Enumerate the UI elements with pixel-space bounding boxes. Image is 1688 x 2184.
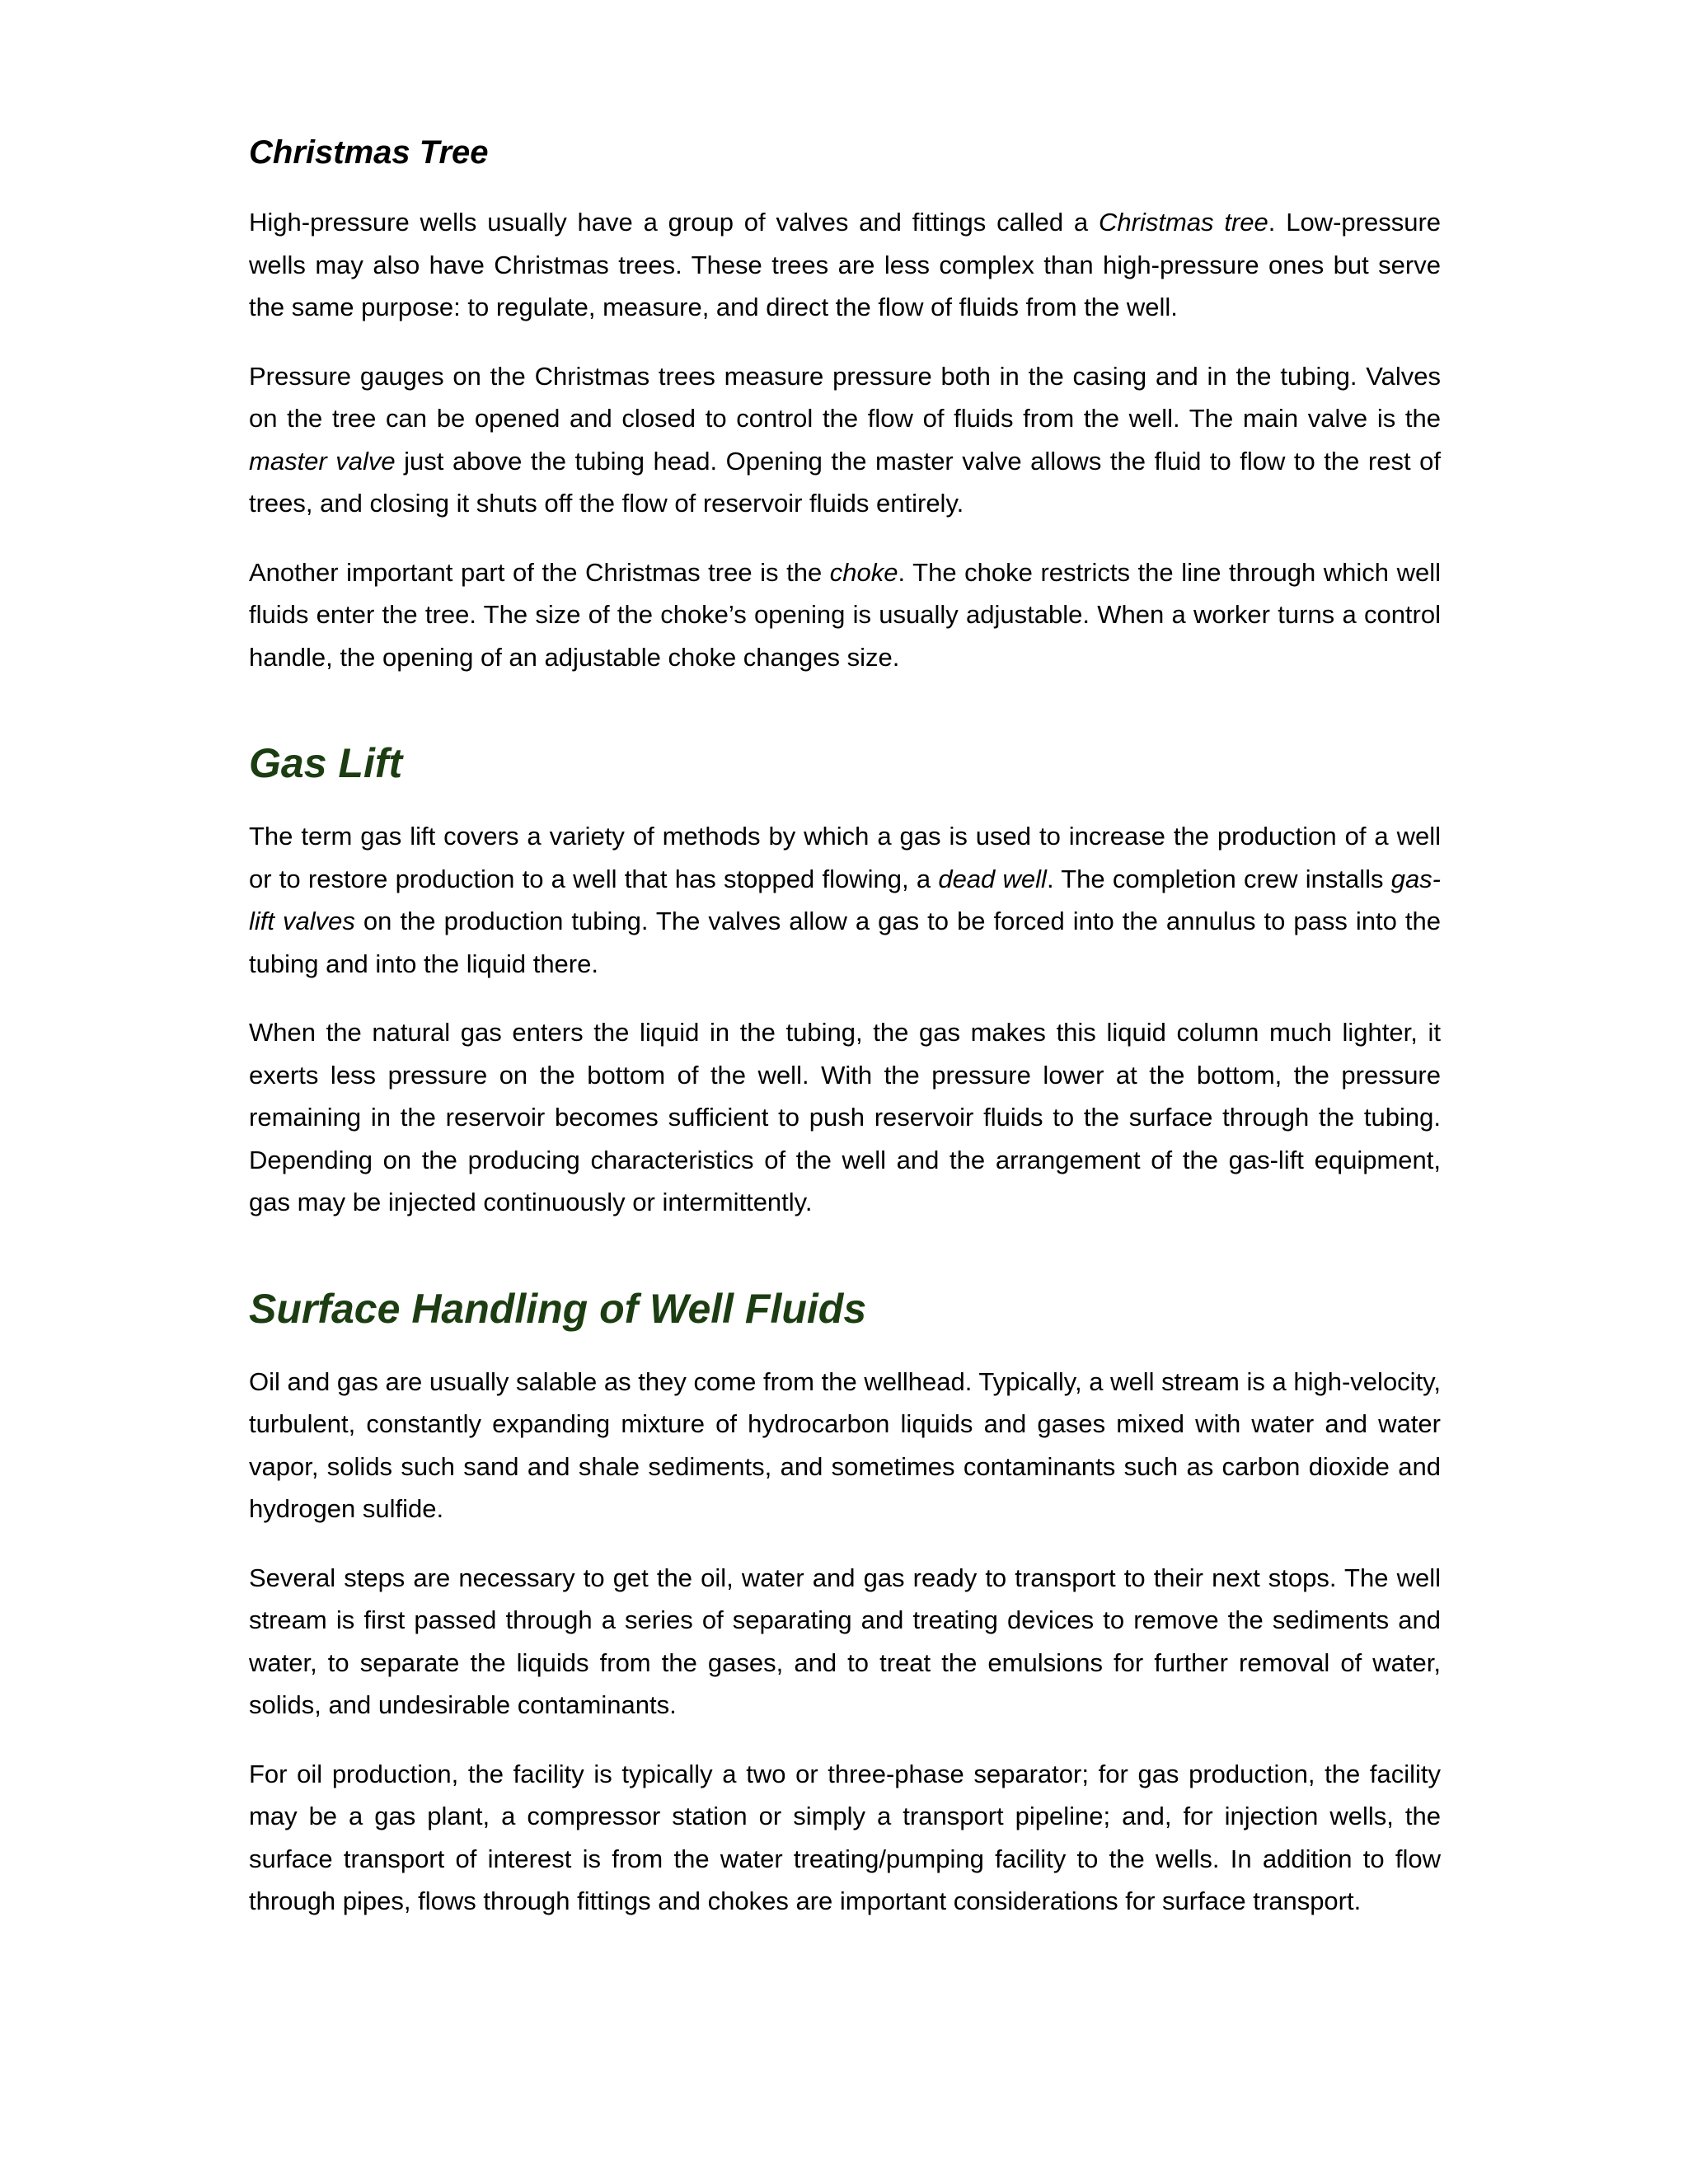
document-page <box>249 132 1441 1949</box>
section-heading-gas-lift: Gas Lift <box>249 740 403 786</box>
text-run: on the production tubing. The valves allow a gas to be forced into the annulus to pass into the tubing and into the liquid there. <box>249 907 1441 978</box>
paragraph <box>249 1361 1441 1530</box>
paragraph <box>249 1753 1441 1923</box>
paragraph <box>249 201 1441 329</box>
paragraph <box>249 815 1441 985</box>
text-run: . The choke restricts the line through which well fluids enter the tree. The size of the choke’s opening is usually adjustable. When a worker turns a control handle, the opening of an adjustable choke changes size. <box>249 557 1442 672</box>
text-run: . The completion crew installs <box>1046 864 1391 893</box>
text-run: When the natural gas enters the liquid in the tubing, the gas makes this liquid column much lighter, it exerts less pressure on the bottom of the well. With the pressure lower at the bottom, the pressure remaining in the reservoir becomes sufficient to push reservoir fluids to the surface through the tubing. Depending on the producing characteristics of the well and the arrangement of the gas-lift equipment, gas may be injected continuously or intermittently. <box>249 1018 1441 1216</box>
text-run: Oil and gas are usually salable as they come from the wellhead. Typically, a well stream is a high-velocity, turbulent, constantly expanding mixture of hydrocarbon liquids and gases mixed with water and water vapor, solids such sand and shale sediments, and sometimes contaminants such as carbon dioxide and hydrogen sulfide. <box>249 1366 1441 1523</box>
text-run: For oil production, the facility is typically a two or three-phase separator; for gas production, the facility may be a gas plant, a compressor station or simply a transport pipeline; and, for injection wells, the surface transport of interest is from the water treating/pumping facility to the wells. In addition to flow through pipes, flows through fittings and chokes are important considerations for surface transport. <box>249 1759 1441 1915</box>
emphasis-term: dead well <box>938 864 1047 893</box>
subsection-heading-christmas-tree: Christmas Tree <box>249 134 489 171</box>
text-run: just above the tubing head. Opening the master valve allows the fluid to flow to the rest of trees, and closing it shuts off the flow of reservoir fluids entirely. <box>249 446 1441 518</box>
emphasis-term: Christmas tree <box>1099 208 1268 237</box>
emphasis-term: choke <box>829 557 898 587</box>
text-run: High-pressure wells usually have a group of valves and fittings called a <box>249 208 1099 237</box>
emphasis-term: gas-lift valves <box>249 864 1442 935</box>
section-heading-surface-handling: Surface Handling of Well Fluids <box>249 1285 867 1332</box>
paragraph <box>249 355 1441 525</box>
text-run: Pressure gauges on the Christmas trees measure pressure both in the casing and in the tubing. Valves on the tree can be opened and closed to control the flow of fluids from the well. The main valve is the <box>249 361 1441 433</box>
paragraph <box>249 1557 1441 1727</box>
paragraph <box>249 1011 1441 1224</box>
paragraph <box>249 551 1441 679</box>
text-run: . Low-pressure wells may also have Christmas trees. These trees are less complex than high-pressure ones but serve the same purpose: to regulate, measure, and direct the flow of fluids from the well. <box>249 208 1442 321</box>
text-run: Another important part of the Christmas tree is the <box>249 557 830 587</box>
text-run: Several steps are necessary to get the oil, water and gas ready to transport to their next stops. The well stream is first passed through a series of separating and treating devices to remove the sediments and water, to separate the liquids from the gases, and to treat the emulsions for further removal of water, solids, and undesirable contaminants. <box>249 1563 1441 1719</box>
emphasis-term: master valve <box>249 446 396 476</box>
text-run: The term gas lift covers a variety of methods by which a gas is used to increase the production of a well or to restore production to a well that has stopped flowing, a <box>249 822 1441 893</box>
